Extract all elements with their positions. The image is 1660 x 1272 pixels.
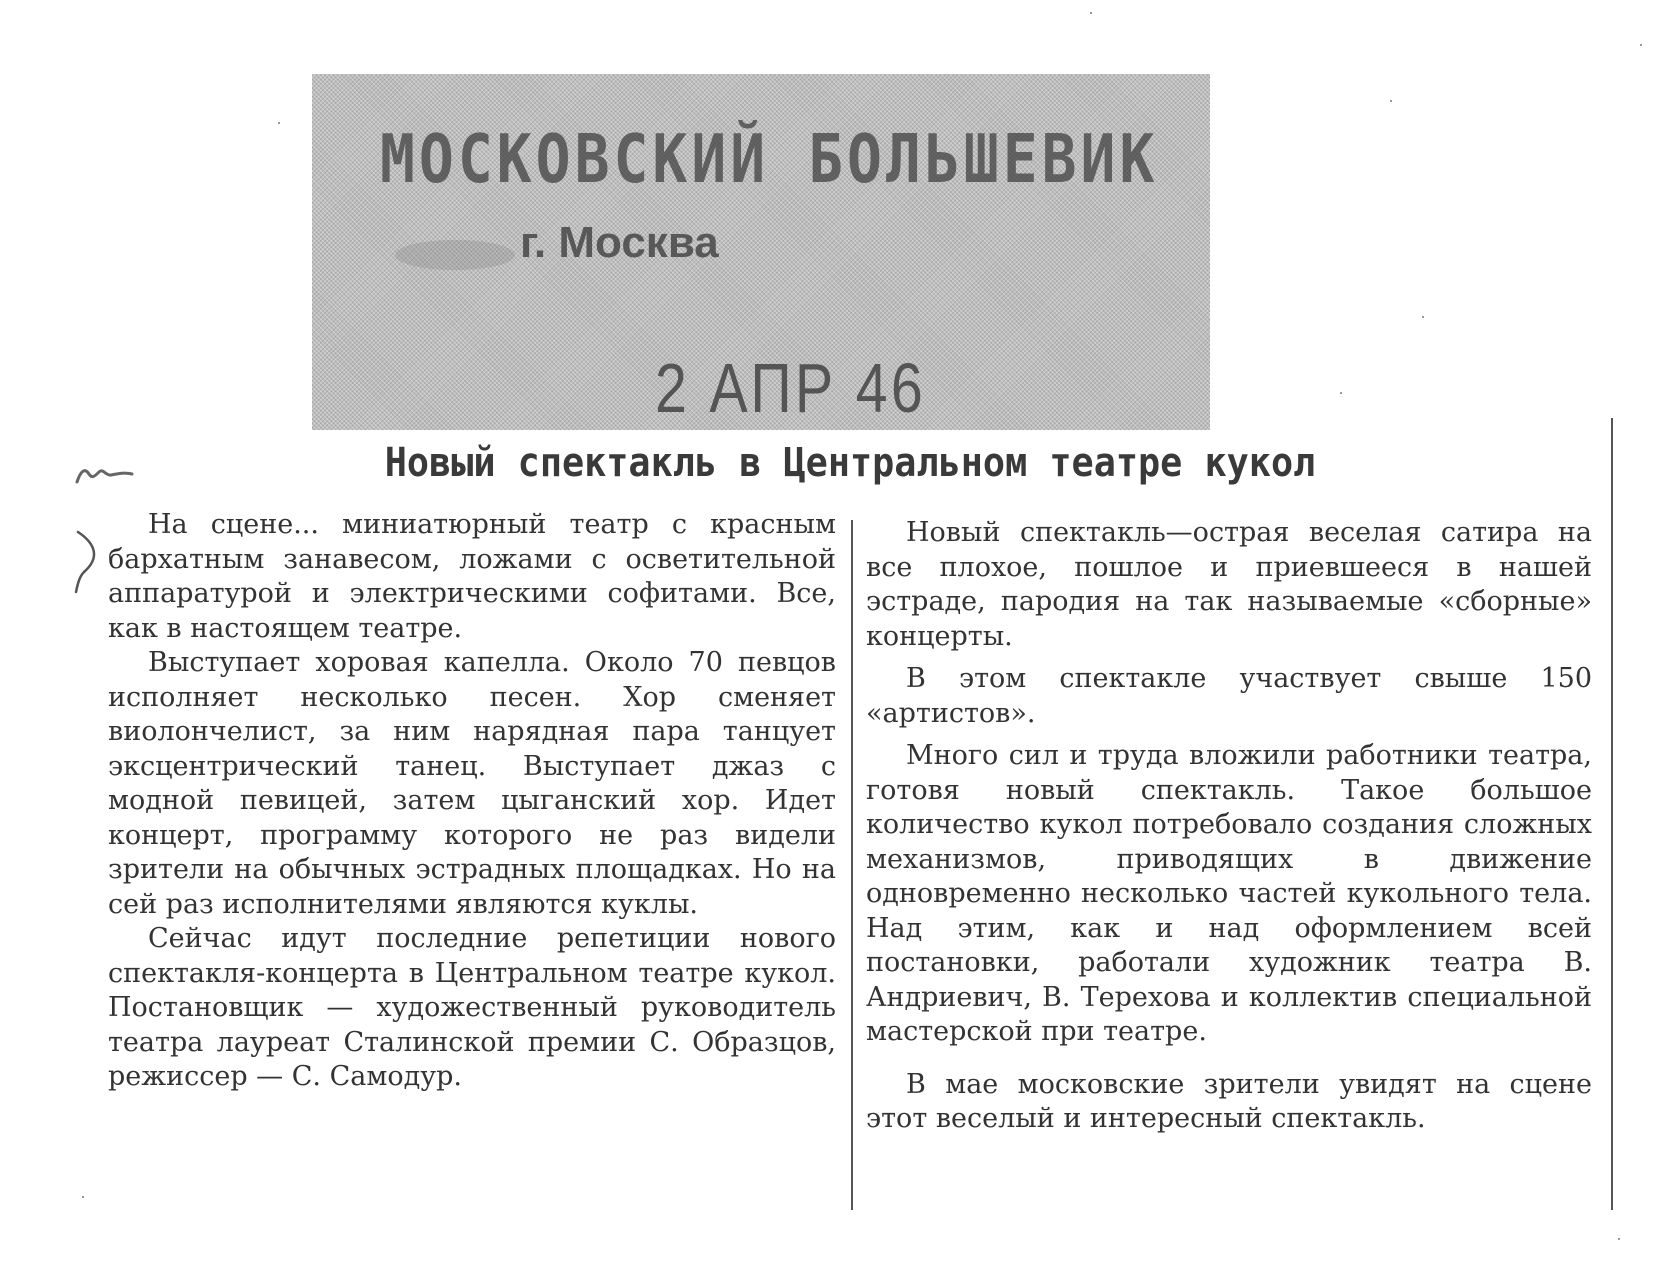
paper-speck xyxy=(1090,12,1092,14)
paper-speck xyxy=(1640,44,1642,46)
paragraph: В мае московские зрители увидят на сцене этот веселый и интересный спектакль. xyxy=(866,1068,1592,1134)
ink-squiggle-mark xyxy=(75,462,135,488)
paragraph: Много сил и труда вложили работники театра, готовя новый спектакль. Такое большое количество кукол потребовало создания сложных механизмов, приводящих в движение одновременно несколько частей кукольного тела. Над этим, как и над оформлением всей постановки, работали художник театра В. Андриевич, В. Терехова и коллектив специальной мастерской при театре. xyxy=(866,740,1592,1047)
paragraph: Выступает хоровая капелла. Около 70 певцов исполняет несколько песен. Хор сменяет виолончелист, за ним нарядная пара танцует эксцентрический танец. Выступает джаз с модной певицей, затем цыганский хор. Идет концерт, программу которого не раз видели зрители на обычных эстрадных площадках. Но на сей раз исполнителями являются куклы. xyxy=(108,647,836,920)
article-right-column xyxy=(866,516,1592,1137)
ink-smudge xyxy=(395,240,515,270)
clipping-edge-rule xyxy=(1611,418,1613,1210)
stamp-city: г. Москва xyxy=(520,218,719,267)
paper-speck xyxy=(1390,100,1392,102)
stamp-date: 2 АПР 46 xyxy=(655,349,927,427)
paper-speck xyxy=(1422,316,1424,318)
article-headline: Новый спектакль в Центральном театре кукол xyxy=(384,440,1316,486)
paper-speck xyxy=(82,1196,84,1198)
paper-speck xyxy=(1618,1238,1620,1240)
paragraph: В этом спектакле участвует свыше 150 «артистов». xyxy=(866,663,1592,729)
stamp-newspaper-name: МОСКОВСКИЙ БОЛЬШЕВИК xyxy=(380,120,1159,199)
paragraph: Новый спектакль—острая веселая сатира на все плохое, пошлое и приевшееся в нашей эстраде, пародия на так называемые «сборные» концерты. xyxy=(866,517,1592,652)
paragraph: Сейчас идут последние репетиции нового спектакля-концерта в Центральном театре кукол. Постановщик — художественный руководитель театра лауреат Сталинской премии С. Образцов, режиссер — С. Самодур. xyxy=(108,923,836,1092)
paper-speck xyxy=(1340,392,1342,394)
paper-speck xyxy=(278,122,280,124)
ink-bracket-mark xyxy=(72,528,106,598)
paragraph: На сцене... миниатюрный театр с красным бархатным занавесом, ложами с осветительной аппаратурой и электрическими софитами. Все, как в настоящем театре. xyxy=(108,509,836,644)
column-divider xyxy=(851,520,853,1210)
article-left-column xyxy=(108,508,836,1095)
